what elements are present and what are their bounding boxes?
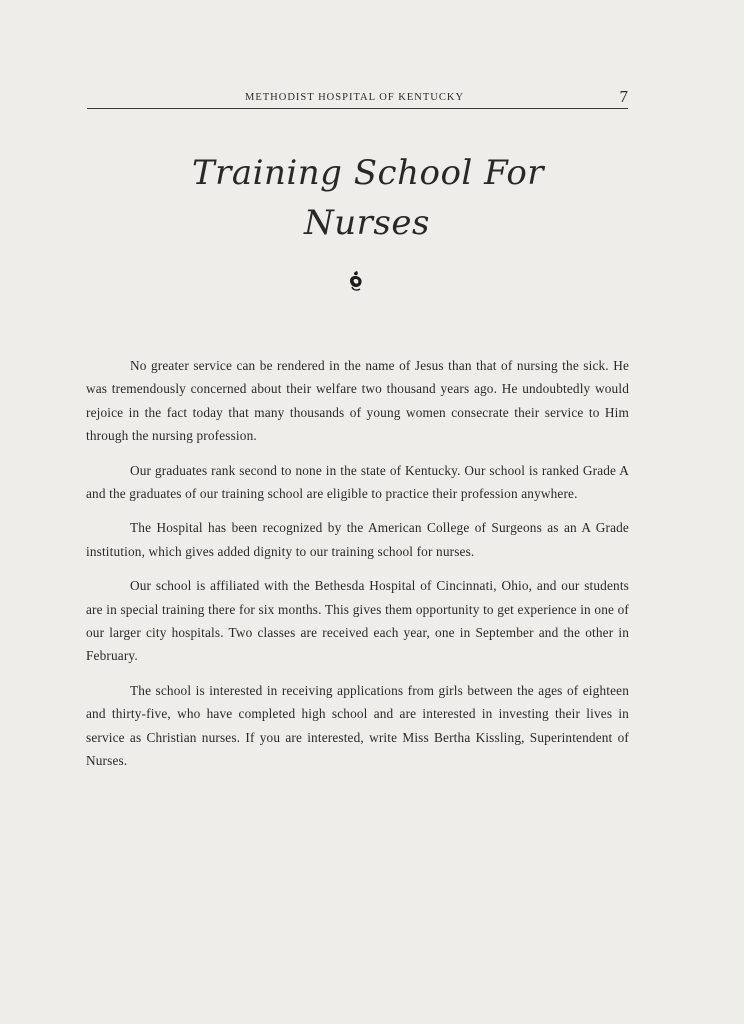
page-title <box>0 150 744 246</box>
paragraph-3: The Hospital has been recognized by the American College of Surgeons as an A Grade institution, which gives added dignity to our training school for nurses. <box>86 520 629 559</box>
paragraph-5: The school is interested in receiving applications from girls between the ages of eighteen and thirty-five, who have completed high school and are interested in investing their lives in service as Christian nurses. If you are interested, write Miss Bertha Kissling, Superintendent of Nurses. <box>86 682 629 769</box>
paragraph-1: No greater service can be rendered in the name of Jesus than that of nursing the sick. He was tremendously concerned about their welfare two thousand years ago. He undoubtedly would rejoice in the fact today that many thousands of young women consecrate their service to Him through the nursing profession. <box>86 358 629 444</box>
running-title: METHODIST HOSPITAL OF KENTUCKY <box>245 92 465 103</box>
page-number: 7 <box>619 87 628 106</box>
header-rule <box>87 108 628 109</box>
body-text <box>86 354 629 784</box>
paragraph-4: Our school is affiliated with the Bethesda Hospital of Cincinnati, Ohio, and our students are in special training there for six months. This gives them opportunity to get experience in one of our larger city hospitals. Two classes are received each year, one in September and the other in February. <box>86 578 629 664</box>
running-header <box>87 88 628 108</box>
paragraph-2: Our graduates rank second to none in the state of Kentucky. Our school is ranked Grade A and the graduates of our training school are eligible to practice their profession anywhere. <box>86 462 629 502</box>
title-line-2: Nurses <box>304 203 430 243</box>
title-line-1: Training School For <box>191 153 545 193</box>
fleuron-ornament-icon <box>348 270 364 292</box>
